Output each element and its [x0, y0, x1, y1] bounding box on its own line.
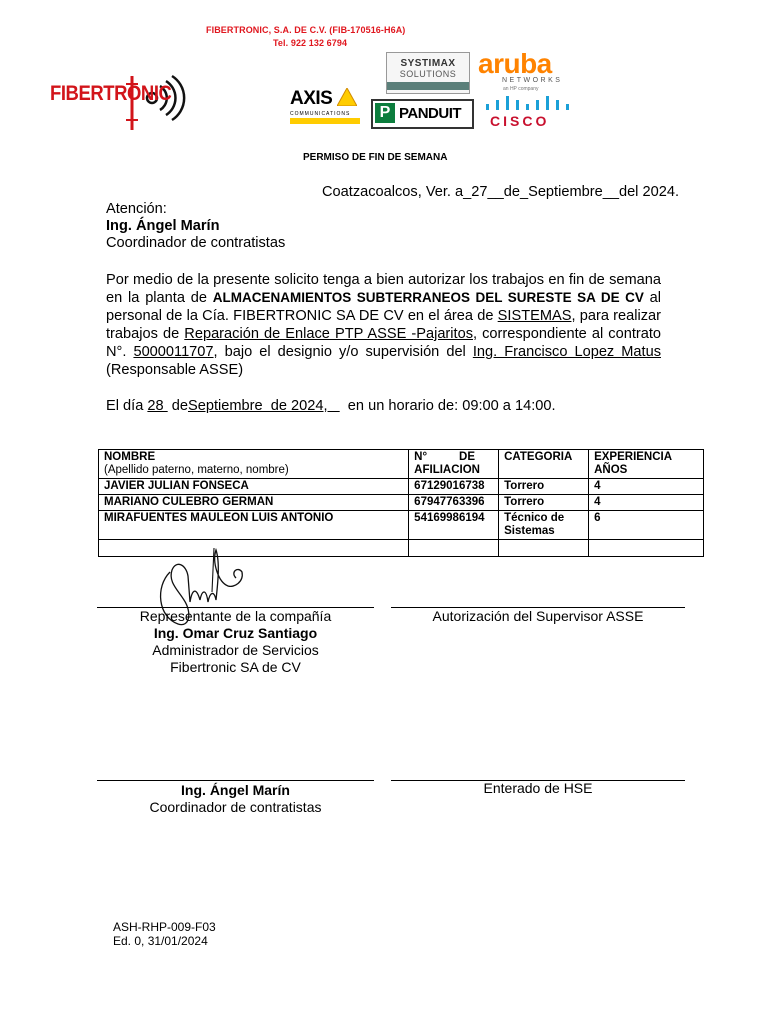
date-line: Coatzacoalcos, Ver. a_27__de_Septiembre__del 2024. — [322, 184, 679, 200]
header-category: CATEGORIA — [499, 450, 589, 479]
schedule-day: 28 — [147, 398, 168, 414]
company-rep-role: Administrador de Servicios — [152, 642, 319, 658]
header-name — [99, 450, 409, 479]
panduit-logo — [371, 99, 474, 129]
row-category: Técnico de Sistemas — [499, 511, 589, 540]
client-company: ALMACENAMIENTOS SUBTERRANEOS DEL SURESTE SA DE CV — [212, 290, 644, 305]
systimax-logo — [386, 52, 470, 94]
axis-triangle-icon — [337, 88, 357, 106]
header-name-sublabel: (Apellido paterno, materno, nombre) — [104, 464, 289, 476]
work-area: SISTEMAS — [497, 308, 572, 324]
row-affiliation: 67947763396 — [409, 495, 499, 511]
row-name: MIRAFUENTES MAULEON LUIS ANTONIO — [99, 511, 409, 540]
header-experience — [589, 450, 704, 479]
hse-block — [391, 780, 685, 797]
axis-logo-subtext: COMMUNICATIONS — [290, 111, 351, 117]
fibertronic-logo — [50, 72, 190, 132]
supervisor-auth-label: Autorización del Supervisor ASSE — [432, 608, 644, 624]
row-category: Torrero — [499, 495, 589, 511]
schedule-line — [106, 397, 556, 415]
axis-logo-text: AXIS — [290, 88, 333, 109]
recipient-name: Ing. Ángel Marín — [106, 218, 220, 234]
header-name-label: NOMBRE — [104, 451, 156, 463]
header-experience-label-1: EXPERIENCIA — [594, 451, 673, 463]
para-text-3: , para realizar trabajos de — [106, 308, 661, 342]
aruba-logo-hp-text: an HP company — [503, 86, 539, 92]
fibertronic-logo-text: FIBERTRONIC — [50, 82, 172, 105]
table-header-row — [99, 450, 704, 479]
row-years: 4 — [589, 479, 704, 495]
table-row — [99, 511, 704, 540]
row-years: 6 — [589, 511, 704, 540]
form-edition: Ed. 0, 31/01/2024 — [113, 934, 208, 948]
schedule-month-year: Septiembre de 2024, — [187, 398, 340, 414]
table-row — [99, 495, 704, 511]
form-code-block — [113, 920, 216, 948]
header-affiliation — [409, 450, 499, 479]
coordinator-block — [97, 782, 374, 816]
panduit-logo-text: PANDUIT — [399, 105, 462, 122]
row-affiliation: 54169986194 — [409, 511, 499, 540]
para-text-6: (Responsable ASSE) — [106, 362, 244, 378]
coordinator-name: Ing. Ángel Marín — [181, 782, 290, 798]
empty-cell — [499, 540, 589, 557]
schedule-suffix: en un horario de: 09:00 a 14:00. — [339, 398, 556, 414]
header-experience-label-2: AÑOS — [594, 464, 628, 476]
cisco-logo-text: CISCO — [490, 113, 550, 129]
axis-logo-bar — [290, 118, 360, 124]
company-rep-label: Representante de la compañía — [139, 608, 332, 624]
aruba-logo-subtext: NETWORKS — [502, 77, 563, 84]
para-text-2: al personal de la Cía. FIBERTRONIC SA DE CV en el área de — [106, 290, 661, 324]
row-category: Torrero — [499, 479, 589, 495]
company-rep-block — [97, 608, 374, 676]
work-description: Reparación de Enlace PTP ASSE -Pajaritos — [184, 326, 474, 342]
signature-line-coordinator — [97, 780, 374, 781]
coordinator-role: Coordinador de contratistas — [149, 799, 322, 815]
company-rep-name: Ing. Omar Cruz Santiago — [153, 625, 318, 641]
panduit-p-icon: P — [375, 103, 395, 123]
page-title: PERMISO DE FIN DE SEMANA — [303, 152, 448, 163]
para-text-1: Por medio de la presente solicito tenga a bien autorizar los trabajos en fin de semana en la planta de — [106, 272, 661, 306]
recipient-role: Coordinador de contratistas — [106, 235, 286, 251]
row-years: 4 — [589, 495, 704, 511]
contract-number: 5000011707 — [133, 344, 214, 360]
para-text-4: , correspondiente al contrato N°. — [106, 326, 662, 360]
empty-cell — [589, 540, 704, 557]
schedule-prefix: El día — [106, 398, 144, 414]
systimax-logo-text: SYSTIMAX — [400, 58, 456, 69]
table-row — [99, 479, 704, 495]
schedule-de: de — [167, 398, 188, 414]
aruba-logo: aruba — [478, 48, 552, 79]
systimax-logo-bar — [387, 82, 469, 90]
attention-label: Atención: — [106, 201, 167, 217]
header-affiliation-label-2: AFILIACION — [414, 464, 480, 476]
supervisor-name: Ing. Francisco Lopez Matus — [472, 344, 661, 360]
systimax-logo-subtext: SOLUTIONS — [399, 69, 457, 79]
hse-label: Enterado de HSE — [483, 780, 593, 796]
supervisor-block — [391, 608, 685, 625]
company-header-line: FIBERTRONIC, S.A. DE C.V. (FIB-170516-H6A) — [206, 25, 406, 35]
header-affiliation-label-1: N° DE — [414, 451, 476, 463]
form-code: ASH-RHP-009-F03 — [113, 920, 216, 934]
staff-table — [98, 449, 704, 557]
empty-cell — [409, 540, 499, 557]
row-name: JAVIER JULIAN FONSECA — [99, 479, 409, 495]
row-name: MARIANO CULEBRO GERMAN — [99, 495, 409, 511]
para-text-5: , bajo el designio y/o supervisión del — [213, 344, 473, 360]
company-rep-org: Fibertronic SA de CV — [170, 659, 301, 675]
axis-logo — [290, 88, 357, 110]
company-phone-line: Tel. 922 132 6794 — [273, 38, 348, 48]
request-paragraph — [106, 271, 661, 379]
row-affiliation: 67129016738 — [409, 479, 499, 495]
